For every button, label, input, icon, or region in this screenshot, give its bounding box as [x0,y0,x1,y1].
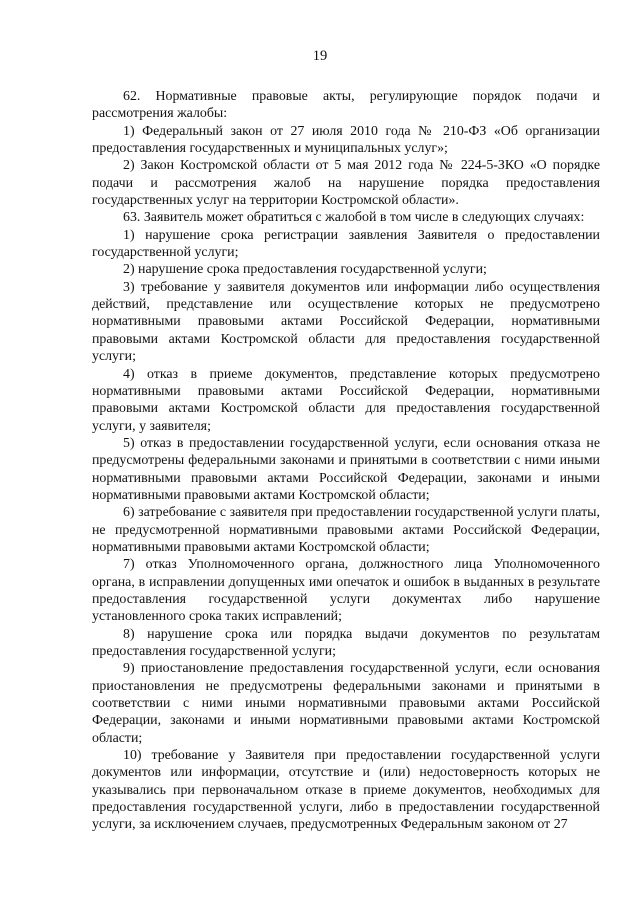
paragraph-62-item-2: 2) Закон Костромской области от 5 мая 2012 года № 224-5-ЗКО «О порядке подачи и рассмотрения жалоб на нарушение порядка предоставления государственных услуг на территории Костромской области». [92,158,600,209]
paragraph-63: 63. Заявитель может обратиться с жалобой в том числе в следующих случаях: [123,210,585,226]
paragraph-63-item-6: 6) затребование с заявителя при предоставлении государственной услуги платы, не предусмотренной нормативными правовыми актами Российской Федерации, нормативными правовыми актами Костромской области; [92,505,600,555]
paragraph-62: 62. Нормативные правовые акты, регулирующие порядок подачи и рассмотрения жалобы: [92,89,600,122]
paragraph-63-item-4: 4) отказ в приеме документов, представление которых предусмотрено нормативными правовыми актами Российской Федерации, нормативными правовыми актами Костромской области для предоставления государственной услуги, у заявителя; [92,366,600,434]
paragraph-63-item-8: 8) нарушение срока или порядка выдачи документов по результатам предоставления государственной услуги; [92,626,600,659]
page-number: 19 [312,48,328,64]
paragraph-63-item-2: 2) нарушение срока предоставления государственной услуги; [123,262,487,278]
paragraph-63-item-10: 10) требование у Заявителя при предоставлении государственной услуги документов или информации, отсутствие и (или) недостоверность которых не указывались при первоначальном отказе в приеме документов, необходимых для предоставления государственной услуги, либо в предоставлении государственной услуги, за исключением случаев, предусмотренных Федеральным законом от 27 [92,748,600,833]
document-body [92,88,600,834]
paragraph-63-item-1: 1) нарушение срока регистрации заявления Заявителя о предоставлении государственной услуги; [92,227,600,261]
paragraph-63-item-5: 5) отказ в предоставлении государственной услуги, если основания отказа не предусмотрены федеральными законами и принятыми в соответствии с ними иными нормативными правовыми актами Российской Федерации, законами и иными нормативными правовыми актами Костромской области; [92,435,600,503]
paragraph-63-item-9: 9) приостановление предоставления государственной услуги, если основания приостановления не предусмотрены федеральными законами и принятыми в соответствии с ними иными нормативными правовыми актами Российской Федерации, законами и иными нормативными правовыми актами Костромской области; [92,661,600,746]
paragraph-62-item-1: 1) Федеральный закон от 27 июля 2010 года № 210-ФЗ «Об организации предоставления государственных и муниципальных услуг»; [92,123,600,157]
paragraph-63-item-7: 7) отказ Уполномоченного органа, должностного лица Уполномоченного органа, в исправлении допущенных ими опечаток и ошибок в выданных в результате предоставления государственной услуги документах либо нарушение установленного срока таких исправлений; [92,557,600,625]
paragraph-63-item-3: 3) требование у заявителя документов или информации либо осуществления действий, представление или осуществление которых не предусмотрено нормативными правовыми актами Российской Федерации, нормативными правовыми актами Костромской области для предоставления государственной услуги; [92,279,600,365]
